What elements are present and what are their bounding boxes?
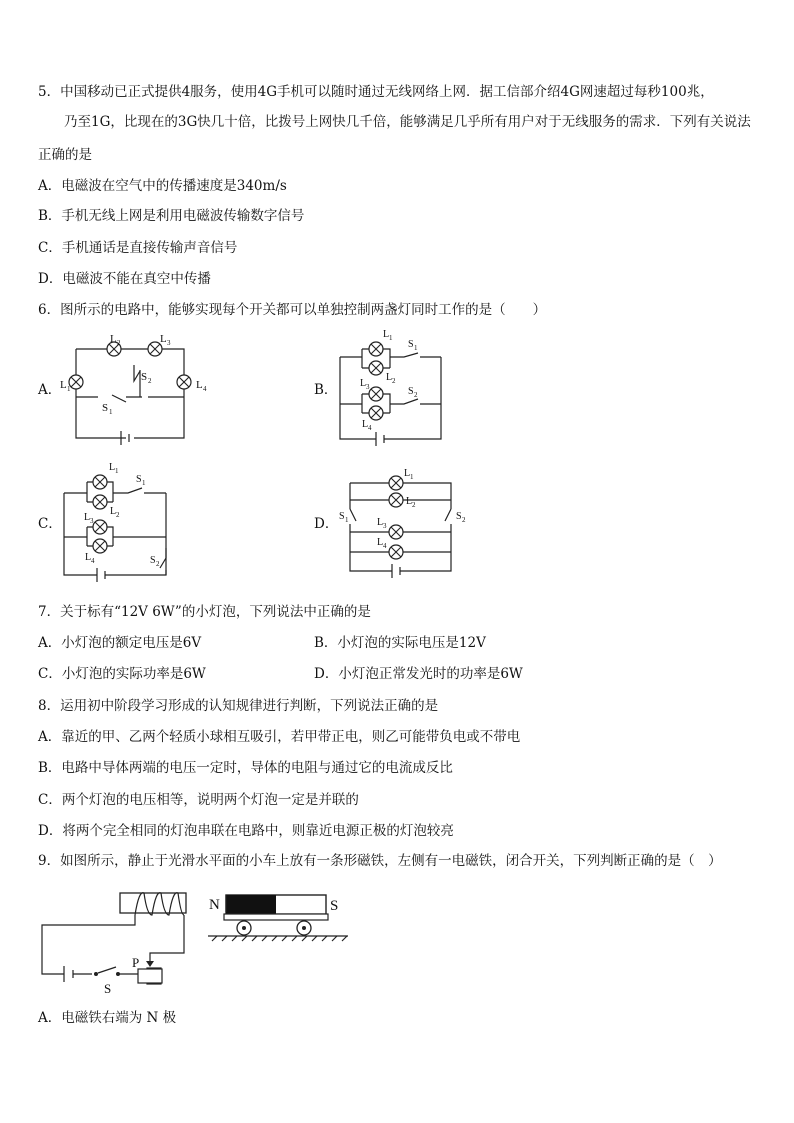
label-sub: 1 — [115, 467, 119, 475]
label-l2: L — [110, 506, 117, 517]
label-l2: L — [406, 496, 413, 507]
label-sub: 2 — [414, 391, 418, 399]
q7-option-b[interactable]: B．小灯泡的实际电压是12V — [314, 635, 486, 651]
label-sub: 2 — [148, 377, 152, 385]
label-sub: 3 — [383, 522, 387, 530]
label-s1: S — [408, 339, 414, 350]
label-s2: S — [408, 386, 414, 397]
label-sub: 2 — [117, 339, 121, 347]
label-sub: 4 — [383, 542, 387, 550]
label-sub: 3 — [366, 383, 370, 391]
label-l2: L — [110, 333, 117, 345]
q5-stem-line1: 5．中国移动已正式提供4服务，使用4G手机可以随时通过无线网络上网．据工信部介绍4G网速超过每秒100兆， — [38, 84, 714, 100]
label-l1: L — [383, 329, 390, 340]
label-s1: S — [339, 511, 345, 522]
label-s2: S — [141, 371, 148, 383]
label-l4: L — [85, 552, 92, 563]
label-sub: 4 — [91, 557, 95, 565]
q6-option-b-letter[interactable]: B． — [314, 382, 338, 398]
label-s-magnet: S — [330, 898, 339, 914]
label-sub: 2 — [412, 501, 416, 509]
label-sub: 4 — [203, 385, 207, 393]
label-l3: L — [377, 517, 384, 528]
q5-stem-line3: 正确的是 — [38, 147, 92, 163]
label-sub: 3 — [167, 339, 171, 347]
q7-option-c[interactable]: C．小灯泡的实际功率是6W — [38, 666, 206, 682]
q8-option-a[interactable]: A．靠近的甲、乙两个轻质小球相互吸引，若甲带正电，则乙可能带负电或不带电 — [38, 729, 521, 745]
q5-option-a[interactable]: A．电磁波在空气中的传播速度是340m/s — [38, 178, 287, 194]
label-s1: S — [136, 474, 142, 485]
label-p: P — [132, 955, 140, 970]
label-l3: L — [160, 333, 167, 345]
label-l1: L — [109, 462, 116, 473]
q5-option-b[interactable]: B．手机无线上网是利用电磁波传输数字信号 — [38, 208, 305, 224]
q7-option-a[interactable]: A．小灯泡的额定电压是6V — [38, 635, 202, 651]
q6-option-c-letter[interactable]: C． — [38, 516, 62, 532]
label-sub: 1 — [142, 479, 146, 487]
label-sub: 1 — [109, 408, 113, 416]
label-sub: 1 — [414, 344, 418, 352]
q6-option-a-letter[interactable]: A． — [38, 382, 62, 398]
label-l4: L — [362, 419, 369, 430]
q5-stem-line2: 乃至1G，比现在的3G快几十倍，比拨号上网快几千倍，能够满足几乎所有用户对于无线服务的需求．下列有关说法 — [64, 114, 751, 130]
label-s2: S — [150, 555, 156, 566]
q6-stem: 6．图所示的电路中，能够实现每个开关都可以单独控制两盏灯同时工作的是（ ） — [38, 302, 547, 318]
label-sub: 2 — [392, 377, 396, 385]
label-n: N — [209, 897, 220, 913]
q7-option-d[interactable]: D．小灯泡正常发光时的功率是6W — [314, 666, 523, 682]
q9-stem: 9．如图所示，静止于光滑水平面的小车上放有一条形磁铁，左侧有一电磁铁，闭合开关，下列判断正确的是（ ） — [38, 853, 722, 869]
label-sub: 1 — [410, 473, 414, 481]
q9-option-a[interactable]: A．电磁铁右端为 N 极 — [38, 1010, 177, 1026]
q8-stem: 8．运用初中阶段学习形成的认知规律进行判断，下列说法正确的是 — [38, 698, 439, 714]
label-sub: 2 — [462, 516, 466, 524]
label-sub: 1 — [67, 385, 71, 393]
q8-option-c[interactable]: C．两个灯泡的电压相等，说明两个灯泡一定是并联的 — [38, 792, 359, 808]
label-l3: L — [360, 378, 367, 389]
label-sub: 1 — [345, 516, 349, 524]
label-sub: 4 — [368, 424, 372, 432]
q6-option-d-letter[interactable]: D． — [314, 516, 339, 532]
label-sub: 3 — [90, 517, 94, 525]
label-l4: L — [196, 379, 203, 391]
label-sub: 2 — [156, 560, 160, 568]
label-s-switch: S — [104, 981, 112, 996]
label-sub: 2 — [116, 511, 120, 519]
q5-option-c[interactable]: C．手机通话是直接传输声音信号 — [38, 240, 238, 256]
q8-option-b[interactable]: B．电路中导体两端的电压一定时，导体的电阻与通过它的电流成反比 — [38, 760, 453, 776]
label-l2: L — [386, 372, 393, 383]
label-l1: L — [60, 379, 67, 391]
label-s2: S — [456, 511, 462, 522]
q8-option-d[interactable]: D．将两个完全相同的灯泡串联在电路中，则靠近电源正极的灯泡较亮 — [38, 823, 454, 839]
q5-option-d[interactable]: D．电磁波不能在真空中传播 — [38, 271, 211, 287]
label-l1: L — [404, 468, 411, 479]
label-s1: S — [102, 402, 109, 414]
label-l4: L — [377, 537, 384, 548]
label-l3: L — [84, 512, 91, 523]
label-sub: 1 — [389, 334, 393, 342]
q7-stem: 7．关于标有“12V 6W”的小灯泡，下列说法中正确的是 — [38, 604, 371, 620]
